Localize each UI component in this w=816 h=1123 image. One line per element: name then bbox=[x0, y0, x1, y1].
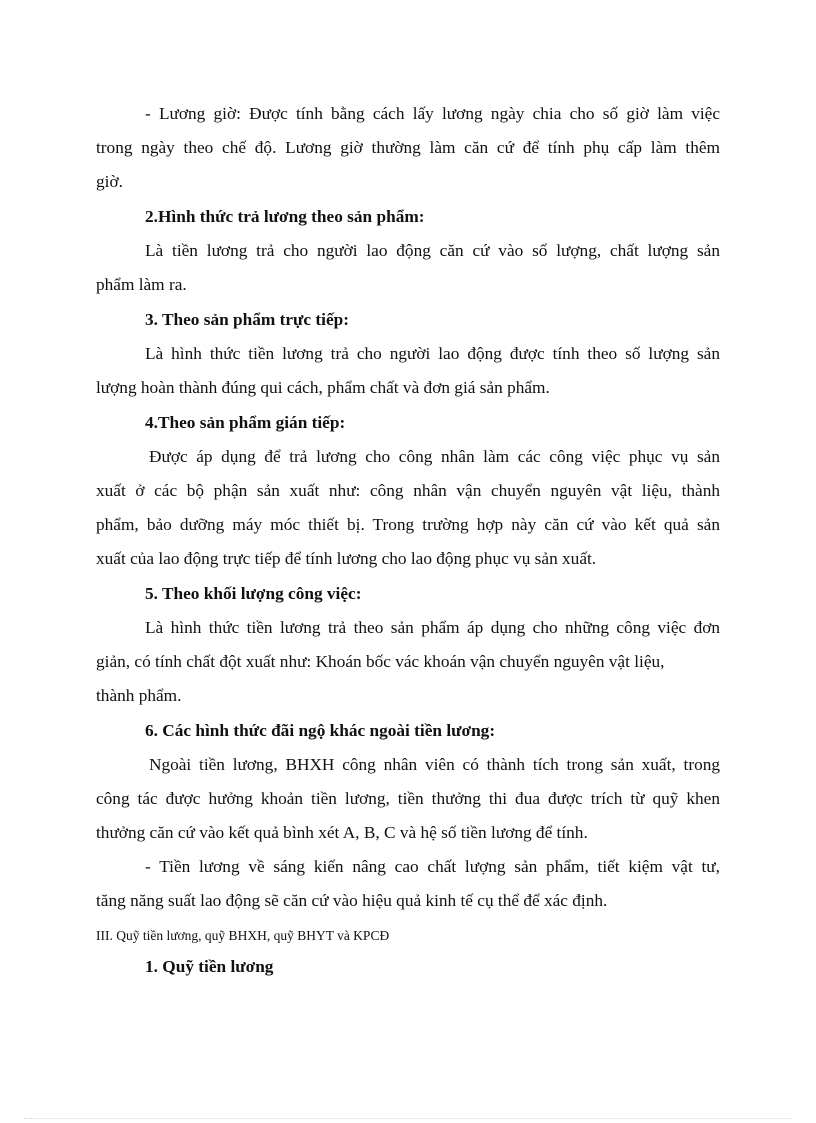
section-heading: 6. Các hình thức đãi ngộ khác ngoài tiền lương: bbox=[145, 721, 496, 740]
section-heading: 2.Hình thức trả lương theo sản phẩm: bbox=[145, 207, 425, 226]
paragraph-line: lượng hoàn thành đúng qui cách, phẩm chất và đơn giá sản phẩm. bbox=[96, 378, 550, 397]
paragraph-line: giờ. bbox=[96, 172, 123, 191]
paragraph-line: Là hình thức tiền lương trả cho người lao động được tính theo số lượng sản bbox=[145, 344, 720, 363]
paragraph-line: - Lương giờ: Được tính bằng cách lấy lương ngày chia cho số giờ làm việc bbox=[145, 104, 720, 123]
paragraph-line: - Tiền lương về sáng kiến nâng cao chất lượng sản phẩm, tiết kiệm vật tư, bbox=[145, 857, 720, 876]
chapter-heading: III. Quỹ tiền lương, quỹ BHXH, quỹ BHYT và KPCĐ bbox=[96, 928, 390, 943]
paragraph-line: trong ngày theo chế độ. Lương giờ thường làm căn cứ để tính phụ cấp làm thêm bbox=[96, 138, 720, 157]
paragraph-line: phẩm, bảo dưỡng máy móc thiết bị. Trong trường hợp này căn cứ vào kết quả sản bbox=[96, 515, 720, 534]
paragraph-line: Là hình thức tiền lương trả theo sản phẩm áp dụng cho những công việc đơn bbox=[145, 618, 720, 637]
paragraph-line: tăng năng suất lao động sẽ căn cứ vào hiệu quả kinh tế cụ thể để xác định. bbox=[96, 891, 608, 910]
paragraph-line: thưởng căn cứ vào kết quả bình xét A, B, C và hệ số tiền lương để tính. bbox=[96, 823, 588, 842]
page-bottom-divider bbox=[24, 1118, 792, 1119]
paragraph-line: phẩm làm ra. bbox=[96, 275, 187, 294]
section-heading: 4.Theo sản phẩm gián tiếp: bbox=[145, 413, 346, 432]
paragraph-line: Ngoài tiền lương, BHXH công nhân viên có thành tích trong sản xuất, trong bbox=[149, 755, 720, 774]
section-heading: 3. Theo sản phẩm trực tiếp: bbox=[145, 310, 349, 329]
paragraph-line: Là tiền lương trả cho người lao động căn cứ vào số lượng, chất lượng sản bbox=[145, 241, 720, 260]
paragraph-line: giản, có tính chất đột xuất như: Khoán bốc vác khoán vận chuyển nguyên vật liệu, bbox=[96, 652, 665, 671]
paragraph-line: công tác được hưởng khoản tiền lương, tiền thưởng thi đua được trích từ quỹ khen bbox=[96, 789, 720, 808]
section-heading: 5. Theo khối lượng công việc: bbox=[145, 584, 362, 603]
paragraph-line: xuất của lao động trực tiếp để tính lương cho lao động phục vụ sản xuất. bbox=[96, 549, 597, 568]
section-heading: 1. Quỹ tiền lương bbox=[145, 957, 274, 976]
paragraph-line: thành phẩm. bbox=[96, 686, 182, 705]
paragraph-line: Được áp dụng để trả lương cho công nhân làm các công việc phục vụ sản bbox=[149, 447, 720, 466]
paragraph-line: xuất ở các bộ phận sản xuất như: công nhân vận chuyển nguyên vật liệu, thành bbox=[96, 481, 720, 500]
